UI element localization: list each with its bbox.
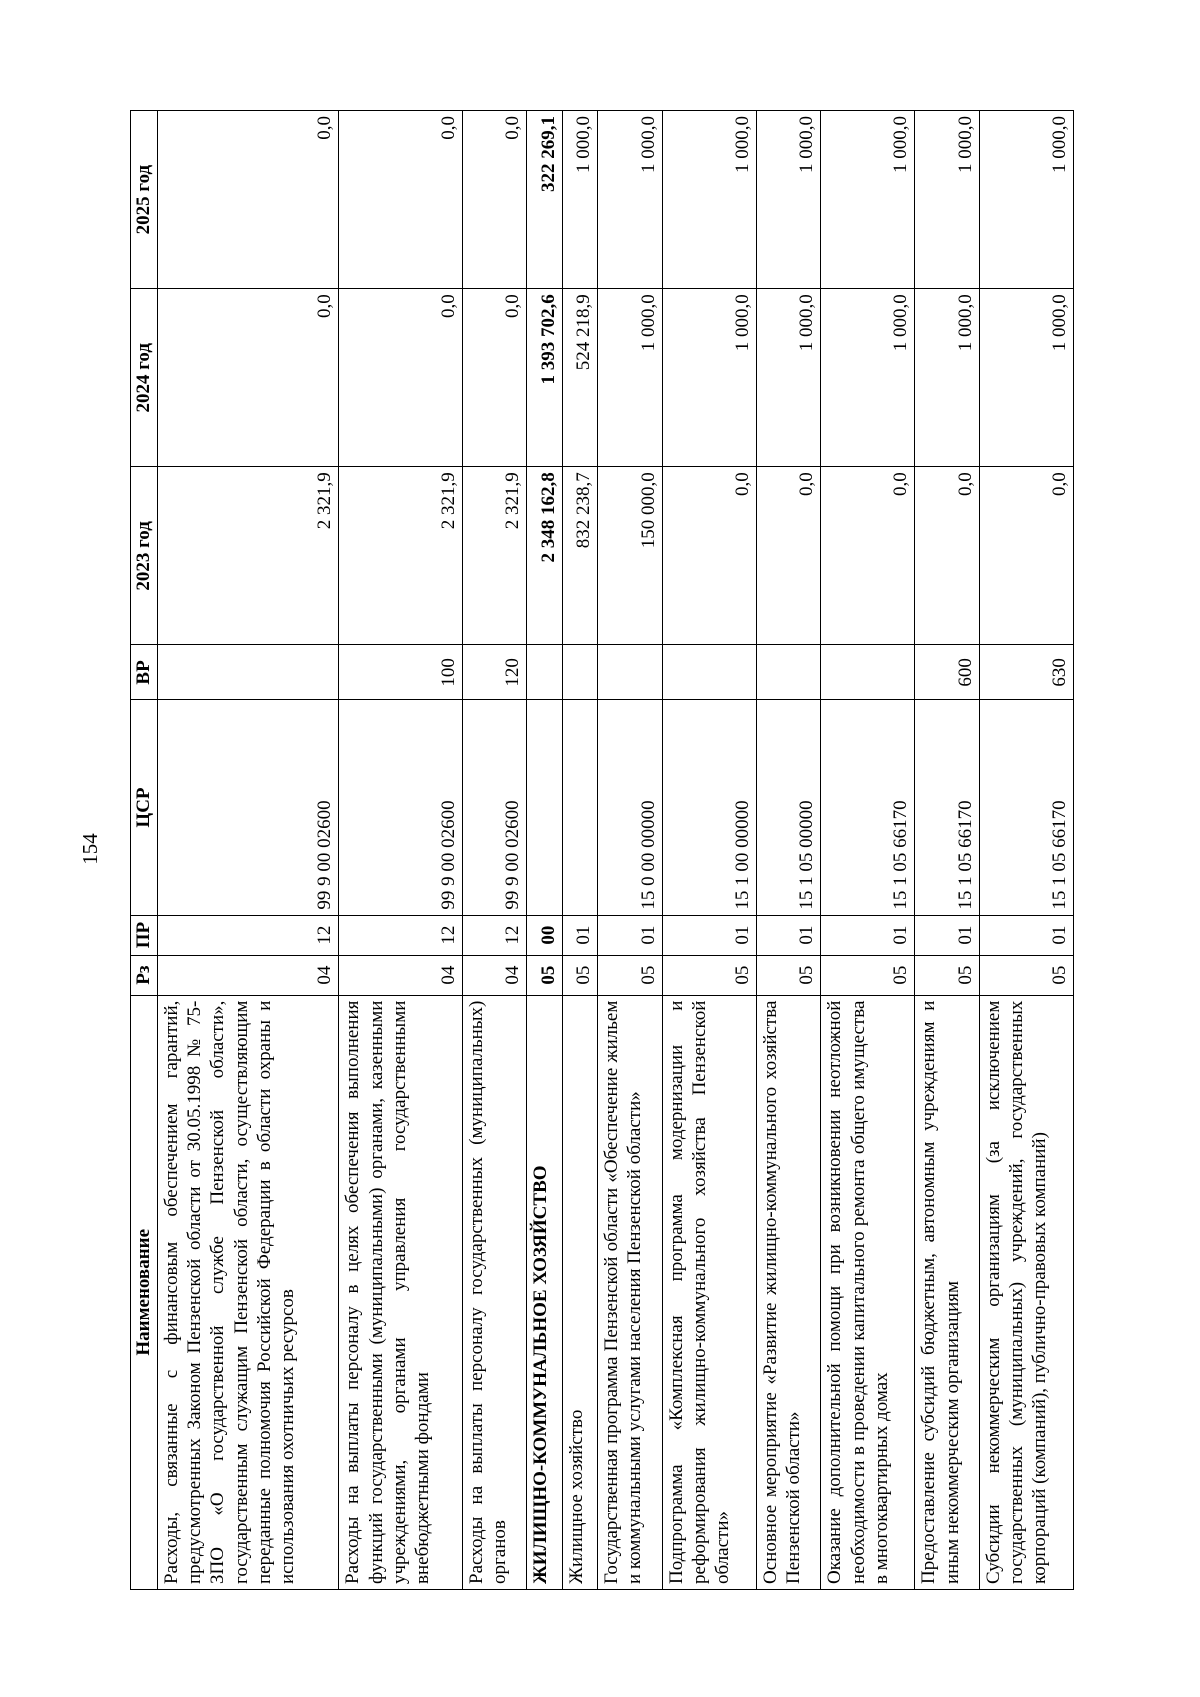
header-vr: ВР <box>131 645 158 700</box>
row-name: Оказание дополнительной помощи при возникновении неотложной необходимости в проведении капитального ремонта общего имущества в многоквартирных домах <box>821 995 915 1589</box>
header-csr: ЦСР <box>131 700 158 915</box>
table-body <box>158 111 1074 1590</box>
row-rz: 05 <box>821 955 915 995</box>
table-row <box>598 111 663 1590</box>
row-2025: 1 000,0 <box>915 111 980 289</box>
table-row <box>158 111 339 1590</box>
row-rz: 05 <box>527 955 562 995</box>
row-2025: 1 000,0 <box>821 111 915 289</box>
row-rz: 04 <box>158 955 339 995</box>
row-pr: 01 <box>662 915 756 955</box>
table-row <box>562 111 597 1590</box>
row-pr: 01 <box>756 915 821 955</box>
row-csr: 99 9 00 02600 <box>158 700 339 915</box>
row-2024: 1 000,0 <box>598 289 663 467</box>
row-name: Расходы на выплаты персоналу в целях обеспечения выполнения функций государственными (муниципальными) органами, казенными учреждениями, органами управления государственными внебюджетными фондами <box>339 995 462 1589</box>
budget-table <box>130 110 1074 1590</box>
row-2024: 1 000,0 <box>821 289 915 467</box>
row-2023: 150 000,0 <box>598 467 663 645</box>
row-pr: 12 <box>339 915 462 955</box>
header-rz: Рз <box>131 955 158 995</box>
table-row <box>527 111 562 1590</box>
row-2025: 1 000,0 <box>980 111 1074 289</box>
row-2024: 1 000,0 <box>756 289 821 467</box>
row-2024: 0,0 <box>462 289 527 467</box>
row-2025: 1 000,0 <box>598 111 663 289</box>
row-2025: 0,0 <box>339 111 462 289</box>
row-2023: 832 238,7 <box>562 467 597 645</box>
table-row <box>339 111 462 1590</box>
header-2025: 2025 год <box>131 111 158 289</box>
header-pr: ПР <box>131 915 158 955</box>
row-vr <box>158 645 339 700</box>
row-vr: 100 <box>339 645 462 700</box>
row-pr: 01 <box>598 915 663 955</box>
row-2025: 1 000,0 <box>756 111 821 289</box>
row-name: Предоставление субсидий бюджетным, автономным учреждениям и иным некоммерческим организациям <box>915 995 980 1589</box>
row-2023: 2 348 162,8 <box>527 467 562 645</box>
row-2024: 524 218,9 <box>562 289 597 467</box>
row-2024: 0,0 <box>339 289 462 467</box>
row-csr: 99 9 00 02600 <box>339 700 462 915</box>
row-rz: 05 <box>980 955 1074 995</box>
row-rz: 04 <box>462 955 527 995</box>
row-name: Основное мероприятие «Развитие жилищно-коммунального хозяйства Пензенской области» <box>756 995 821 1589</box>
row-pr: 00 <box>527 915 562 955</box>
header-2024: 2024 год <box>131 289 158 467</box>
row-2024: 0,0 <box>158 289 339 467</box>
row-rz: 05 <box>598 955 663 995</box>
row-pr: 01 <box>562 915 597 955</box>
row-csr: 15 1 00 00000 <box>662 700 756 915</box>
row-rz: 04 <box>339 955 462 995</box>
table-row <box>462 111 527 1590</box>
table-row <box>662 111 756 1590</box>
row-csr: 15 1 05 66170 <box>821 700 915 915</box>
row-2023: 0,0 <box>980 467 1074 645</box>
row-vr: 630 <box>980 645 1074 700</box>
row-2025: 0,0 <box>158 111 339 289</box>
table-row <box>756 111 821 1590</box>
row-name: Подпрограмма «Комплексная программа модернизации и реформирования жилищно-коммунального хозяйства Пензенской области» <box>662 995 756 1589</box>
row-pr: 01 <box>915 915 980 955</box>
row-csr <box>527 700 562 915</box>
row-vr: 120 <box>462 645 527 700</box>
row-vr: 600 <box>915 645 980 700</box>
row-rz: 05 <box>756 955 821 995</box>
row-2023: 0,0 <box>756 467 821 645</box>
row-pr: 12 <box>462 915 527 955</box>
row-csr: 15 0 00 00000 <box>598 700 663 915</box>
row-rz: 05 <box>915 955 980 995</box>
rotated-table-container <box>130 110 1074 1590</box>
row-2025: 0,0 <box>462 111 527 289</box>
row-name: Жилищное хозяйство <box>562 995 597 1589</box>
row-vr <box>662 645 756 700</box>
row-name: Расходы, связанные с финансовым обеспечением гарантий, предусмотренных Законом Пензенской области от 30.05.1998 № 75-ЗПО «О государственной службе Пензенской области», государственным служащим Пензенской области, осуществляющим переданные полномочия Российской Федерации в области охраны и использования охотничьих ресурсов <box>158 995 339 1589</box>
row-2024: 1 393 702,6 <box>527 289 562 467</box>
row-2024: 1 000,0 <box>980 289 1074 467</box>
row-csr <box>562 700 597 915</box>
header-2023: 2023 год <box>131 467 158 645</box>
row-csr: 15 1 05 66170 <box>980 700 1074 915</box>
row-pr: 12 <box>158 915 339 955</box>
row-rz: 05 <box>562 955 597 995</box>
row-name: ЖИЛИЩНО-КОММУНАЛЬНОЕ ХОЗЯЙСТВО <box>527 995 562 1589</box>
header-name: Наименование <box>131 995 158 1589</box>
row-2024: 1 000,0 <box>662 289 756 467</box>
row-2023: 0,0 <box>662 467 756 645</box>
table-header-row <box>131 111 158 1590</box>
row-vr <box>598 645 663 700</box>
table-row <box>915 111 980 1590</box>
row-2023: 2 321,9 <box>158 467 339 645</box>
row-pr: 01 <box>821 915 915 955</box>
row-vr <box>527 645 562 700</box>
row-2025: 1 000,0 <box>562 111 597 289</box>
row-vr <box>562 645 597 700</box>
row-name: Субсидии некоммерческим организациям (за исключением государственных (муниципальных) учреждений, государственных корпораций (компаний), публично-правовых компаний) <box>980 995 1074 1589</box>
row-2023: 2 321,9 <box>462 467 527 645</box>
table-row <box>980 111 1074 1590</box>
row-2023: 0,0 <box>915 467 980 645</box>
table-row <box>821 111 915 1590</box>
row-name: Расходы на выплаты персоналу государственных (муниципальных) органов <box>462 995 527 1589</box>
row-2023: 2 321,9 <box>339 467 462 645</box>
row-2023: 0,0 <box>821 467 915 645</box>
row-2025: 1 000,0 <box>662 111 756 289</box>
row-pr: 01 <box>980 915 1074 955</box>
row-csr: 15 1 05 66170 <box>915 700 980 915</box>
row-csr: 15 1 05 00000 <box>756 700 821 915</box>
row-vr <box>821 645 915 700</box>
row-2024: 1 000,0 <box>915 289 980 467</box>
row-csr: 99 9 00 02600 <box>462 700 527 915</box>
row-2025: 322 269,1 <box>527 111 562 289</box>
page-number: 154 <box>78 833 102 865</box>
row-name: Государственная программа Пензенской области «Обеспечение жильем и коммунальными услугами населения Пензенской области» <box>598 995 663 1589</box>
row-rz: 05 <box>662 955 756 995</box>
row-vr <box>756 645 821 700</box>
